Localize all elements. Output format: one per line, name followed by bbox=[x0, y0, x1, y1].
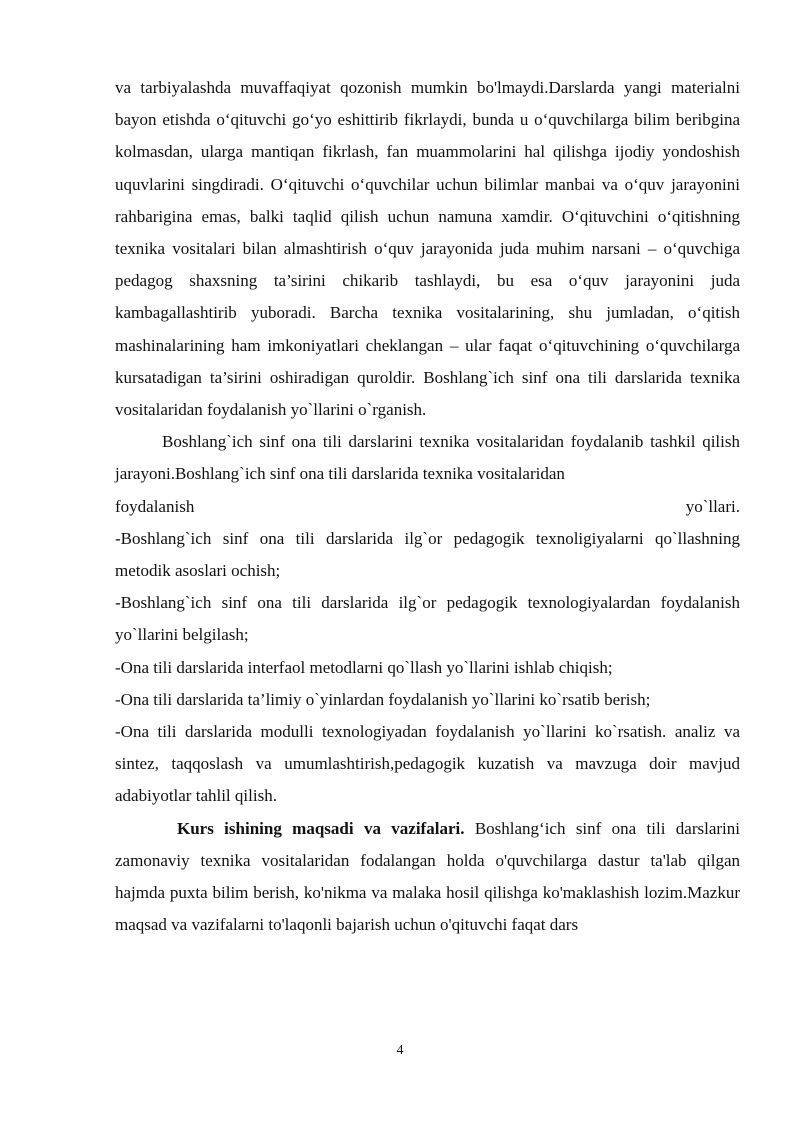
paragraph: va tarbiyalashda muvaffaqiyat qozonish mumkin bo'lmaydi.Darslarda yangi materialni bayon etishda o‘qituvchi go‘yo eshittirib fikrlaydi, bunda u o‘quvchilarga bilim beribgina kolmasdan, ularga mantiqan fikrlash, fan muammolarini hal qilishga ijodiy yondoshish uquvlarini singdiradi. O‘qituvchi o‘quvchilar uchun bilimlar manbai va o‘quv jarayonini rahbarigina emas, balki taqlid qilish uchun namuna xamdir. O‘qituvchini o‘qitishning texnika vositalari bilan almashtirish o‘quv jarayonida juda muhim narsani – o‘quvchiga pedagog shaxsning ta’sirini chikarib tashlaydi, bu esa o‘quv jarayonini juda kambagallashtirib yuboradi. Barcha texnika vositalarining, shu jumladan, o‘qitish mashinalarining ham imkoniyatlari cheklangan – ular faqat o‘qituvchining o‘quvchilarga kursatadigan ta’sirini oshiradigan quroldir. Boshlang`ich sinf ona tili darslarida texnika vositalaridan foydalanish yo`llarini o`rganish. bbox=[115, 78, 740, 420]
paragraph: Boshlang`ich sinf ona tili darslarini texnika vositalaridan foydalanib tashkil qilish jarayoni.Boshlang`ich sinf ona tili darslarida texnika vositalaridan bbox=[115, 432, 740, 484]
paragraph-word: foydalanish bbox=[115, 496, 195, 516]
goals-text: Boshlang‘ich sinf ona tili darslarini zamonaviy texnika vositalaridan fodalangan holda o'quvchilarga dastur ta'lab qilgan hajmda puxta bilim berish, ko'nikma va malaka hosil qilishga ko'maklashish lozim.Mazkur maqsad va vazifalarni to'laqonli bajarish uchun o'qituvchi faqat dars bbox=[115, 818, 740, 935]
list-item: -Ona tili darslarida modulli texnologiyadan foydalanish yo`llarini ko`rsatish. analiz va sintez, taqqoslash va umumlashtirish,pedagogik kuzatish va mavzuga doir mavjud adabiyotlar tahlil qilish. bbox=[115, 722, 740, 806]
paragraph-last-line bbox=[115, 491, 740, 523]
list-item: -Ona tili darslarida ta’limiy o`yinlardan foydalanish yo`llarini ko`rsatib berish; bbox=[115, 689, 651, 709]
goals-paragraph bbox=[115, 813, 740, 942]
list-item: -Ona tili darslarida interfaol metodlarni qo`llash yo`llarini ishlab chiqish; bbox=[115, 657, 613, 677]
page-number: 4 bbox=[396, 1043, 404, 1058]
list-item: -Boshlang`ich sinf ona tili darslarida ilg`or pedagogik texnoligiyalarni qo`llashning metodik asoslari ochish; bbox=[115, 528, 740, 581]
paragraph-word: yo`llari. bbox=[685, 496, 740, 516]
body-text bbox=[115, 72, 740, 941]
section-heading: Kurs ishining maqsadi va vazifalari. bbox=[177, 818, 465, 838]
list-item: -Boshlang`ich sinf ona tili darslarida ilg`or pedagogik texnologiyalardan foydalanish yo`llarini belgilash; bbox=[115, 593, 740, 645]
